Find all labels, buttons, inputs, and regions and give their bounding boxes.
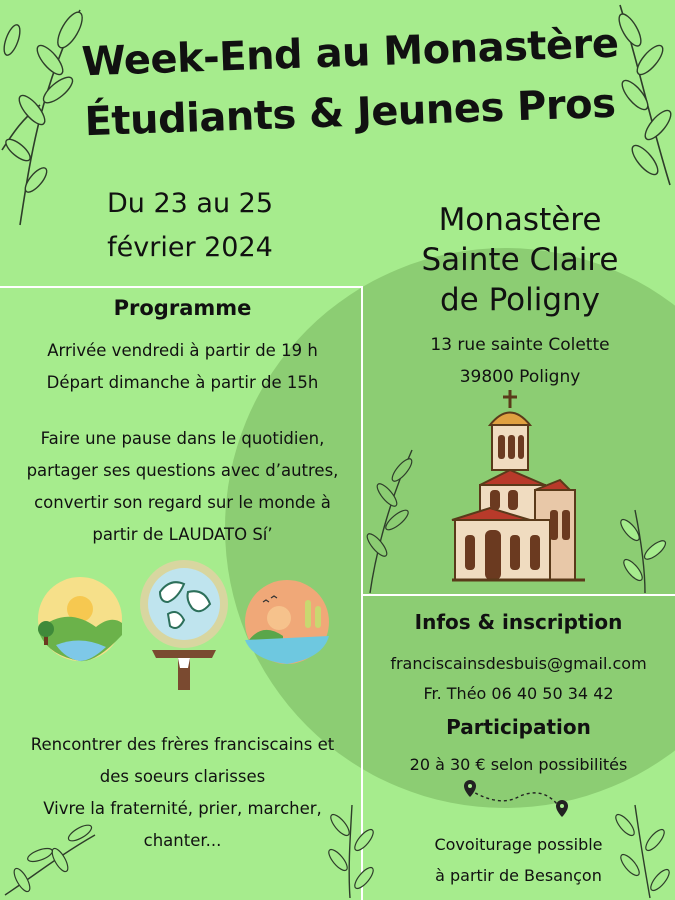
infos-heading: Infos & inscription bbox=[414, 610, 623, 634]
leaf-branch-icon bbox=[615, 505, 675, 595]
programme-departure: Départ dimanche à partir de 15h bbox=[46, 373, 319, 392]
programme-desc-1: Faire une pause dans le quotidien, bbox=[40, 429, 325, 448]
programme-arrival: Arrivée vendredi à partir de 19 h bbox=[47, 341, 318, 360]
venue-line-3: de Poligny bbox=[439, 282, 601, 318]
programme-live-1: Vivre la fraternité, prier, marcher, bbox=[43, 799, 322, 818]
programme-heading: Programme bbox=[113, 296, 252, 320]
church-icon bbox=[450, 390, 590, 585]
address-line-1: 13 rue sainte Colette bbox=[430, 335, 610, 355]
infos-email[interactable]: franciscainsdesbuis@gmail.com bbox=[390, 654, 647, 673]
venue-line-2: Sainte Claire bbox=[421, 242, 619, 278]
programme-meet-1: Rencontrer des frères franciscains et bbox=[30, 735, 335, 754]
leaf-branch-icon bbox=[362, 445, 417, 595]
carpool-line-2: à partir de Besançon bbox=[435, 866, 602, 885]
earth-tau-icon bbox=[138, 558, 230, 693]
title-line-1: Week-End au Monastère bbox=[80, 20, 620, 86]
divider-left-top bbox=[0, 286, 362, 288]
dates-line-2: février 2024 bbox=[107, 232, 273, 263]
programme-desc-3: convertir son regard sur le monde à bbox=[34, 493, 331, 512]
programme-live-2: chanter... bbox=[143, 831, 222, 850]
infos-phone[interactable]: Fr. Théo 06 40 50 34 42 bbox=[423, 684, 614, 703]
participation-heading: Participation bbox=[446, 715, 591, 739]
programme-desc-2: partager ses questions avec d’autres, bbox=[26, 461, 339, 480]
route-icon bbox=[460, 778, 575, 823]
programme-desc-4: partir de LAUDATO Sí’ bbox=[92, 525, 273, 544]
venue-line-1: Monastère bbox=[438, 202, 602, 238]
dates-line-1: Du 23 au 25 bbox=[106, 188, 274, 219]
programme-meet-2: des soeurs clarisses bbox=[99, 767, 266, 786]
seascape-icon bbox=[243, 578, 331, 666]
address-line-2: 39800 Poligny bbox=[459, 367, 581, 387]
landscape-icon bbox=[36, 575, 124, 663]
carpool-line-1: Covoiturage possible bbox=[434, 835, 603, 854]
participation-price: 20 à 30 € selon possibilités bbox=[409, 755, 628, 774]
title-line-2: Étudiants & Jeunes Pros bbox=[83, 80, 617, 146]
